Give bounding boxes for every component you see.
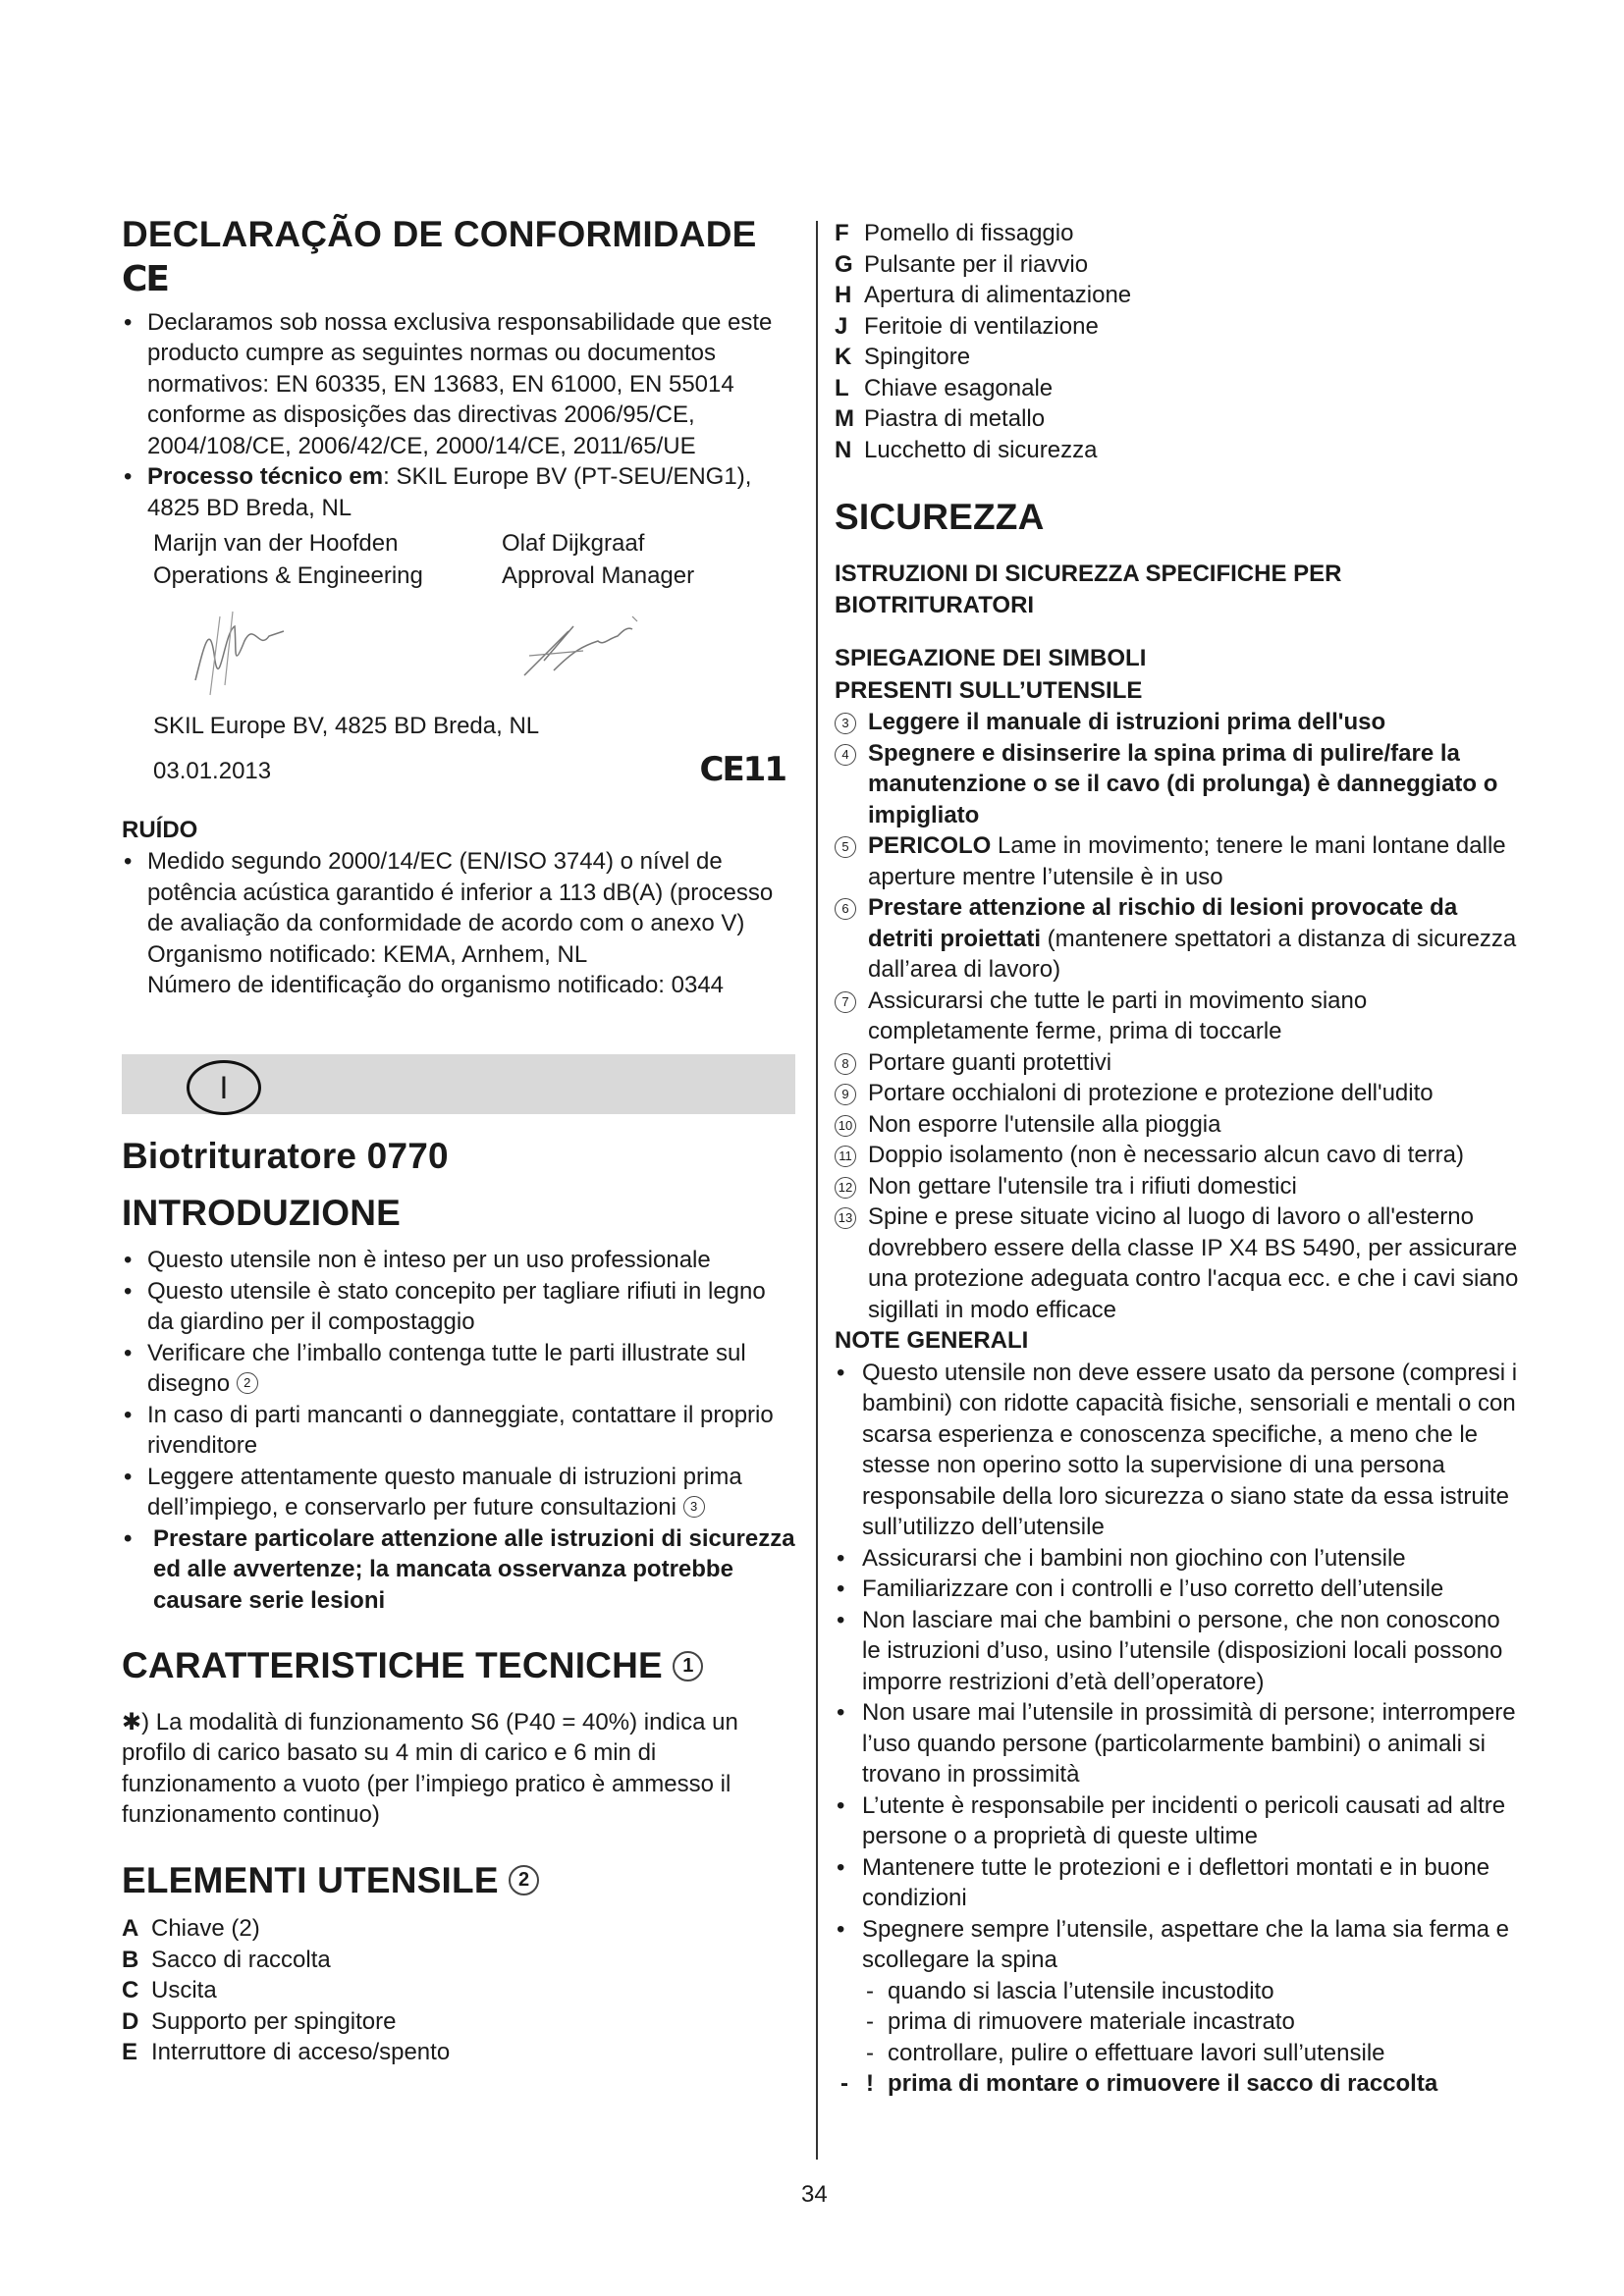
intro-title: INTRODUZIONE [122, 1193, 402, 1234]
part-item: M Piastra di metallo [835, 405, 1046, 432]
signature-2-image [514, 602, 652, 690]
symbols-title: SPIEGAZIONE DEI SIMBOLI PRESENTI SULL’UTENSILE [835, 645, 1147, 704]
general-note: • Mantenere tutte le protezioni e i deflettori montati e in buone condizioni [835, 1852, 1522, 1914]
ref-2-icon: 2 [509, 1865, 539, 1896]
tech-process-text: : SKIL Europe BV (PT-SEU/ENG1), 4825 BD Breda, NL [147, 463, 752, 521]
intro-item-warning: • Prestare particolare attenzione alle istruzioni di sicurezza ed alle avvertenze; la mancata osservanza potrebbe causare serie lesioni [122, 1523, 795, 1617]
general-sub-list [862, 1976, 1522, 2100]
date-row [122, 750, 795, 790]
asterisk-icon: ✱ [122, 1708, 142, 1735]
elements-title: ELEMENTI UTENSILE 2 [122, 1860, 795, 1902]
general-note: • Spegnere sempre l’utensile, aspettare che la lama sia ferma e scollegare la spina - quando si lascia l’utensile incustodito - prima di rimuovere materiale incastrato - controllare, pulire o effettuare lavori sull’utensile - ! prima di montare o rimuovere il sacco di raccolta [835, 1914, 1522, 2100]
intro-item: • In caso di parti mancanti o danneggiate, contattare il proprio rivenditore [122, 1400, 795, 1462]
ref-2-icon: 2 [237, 1372, 258, 1394]
tech-process-item [122, 461, 795, 523]
sub-item: - prima di rimuovere materiale incastrato [862, 2006, 1522, 2038]
ce11-mark: CE11 [699, 750, 785, 790]
general-note: • Assicurarsi che i bambini non giochino con l’utensile [835, 1543, 1522, 1575]
left-column [122, 214, 795, 2068]
language-bar [122, 1054, 795, 1114]
part-item: E Interruttore di acceso/spento [122, 2039, 451, 2066]
noise-title: RUÍDO [122, 817, 198, 844]
signatories [122, 527, 795, 592]
part-item: K Spingitore [835, 344, 971, 370]
tech-note: ✱) La modalità di funzionamento S6 (P40 = 40%) indica un profilo di carico basato su 4 min di carico e 6 min di funzionamento a vuoto (per l’impiego pratico è ammesso il funzionamento continuo) [122, 1708, 738, 1829]
general-note: • L’utente è responsabile per incidenti o pericoli causati ad altre persone o a proprietà di queste ultime [835, 1790, 1522, 1852]
symbol-item: 6 Prestare attenzione al rischio di lesioni provocate da detriti proiettati (mantenere spettatori a distanza di sicurezza dall’area di lavoro) [835, 892, 1522, 986]
symbol-item: 3 Leggere il manuale di istruzioni prima dell'uso [835, 707, 1522, 738]
intro-item: • Leggere attentamente questo manuale di istruzioni prima dell’impiego, e conservarlo per future consultazioni 3 [122, 1462, 795, 1523]
ce-mark: CE [122, 258, 169, 299]
warning-item: - ! prima di montare o rimuovere il sacco di raccolta [837, 2068, 1522, 2100]
general-notes-title: NOTE GENERALI [835, 1327, 1029, 1355]
symbol-item: 12 Non gettare l'utensile tra i rifiuti domestici [835, 1171, 1522, 1202]
part-item: D Supporto per spingitore [122, 2007, 397, 2035]
safety-title: SICUREZZA [835, 497, 1045, 537]
column-divider [816, 221, 818, 2160]
part-item: F Pomello di fissaggio [835, 220, 1074, 246]
declaration-item: • Declaramos sob nossa exclusiva responsabilidade que este producto cumpre as seguintes normas ou documentos normativos: EN 60335, EN 13683, EN 61000, EN 55014 conforme as disposições das directivas 2006/95/CE, 2004/108/CE, 2006/42/CE, 2000/14/CE, 2011/65/UE [122, 307, 795, 462]
noise-text: Medido segundo 2000/14/EC (EN/ISO 3744) o nível de potência acústica garantido é inferior a 113 dB(A) (processo de avaliação da conformidade de acordo com o anexo V) [147, 848, 774, 937]
general-note: • Non usare mai l’utensile in prossimità di persone; interrompere l’uso quando persone (particolarmente bambini) o animali si trovano in prossimità [835, 1697, 1522, 1790]
product-title: Biotrituratore 0770 [122, 1135, 449, 1176]
parts-list-right [835, 218, 1522, 465]
safety-subtitle: ISTRUZIONI DI SICUREZZA SPECIFICHE PER BIOTRITURATORI [835, 560, 1342, 618]
page-number: 34 [801, 2181, 828, 2208]
part-item: A Chiave (2) [122, 1915, 260, 1943]
symbol-item: 8 Portare guanti protettivi [835, 1047, 1522, 1079]
signer1-role: Operations & Engineering [153, 562, 423, 590]
general-note: • Non lasciare mai che bambini o persone, che non conoscono le istruzioni d’uso, usino l’utensile (disposizioni locali possono imporre restrizioni d’età dell’operatore) [835, 1605, 1522, 1698]
declaration-title: DECLARAÇÃO DE CONFORMIDADE [122, 214, 757, 254]
symbol-item: 9 Portare occhialoni di protezione e protezione dell'udito [835, 1078, 1522, 1109]
company-line: SKIL Europe BV, 4825 BD Breda, NL [153, 713, 540, 740]
declaration-date: 03.01.2013 [153, 758, 272, 785]
signer2-name: Olaf Dijkgraaf [502, 530, 645, 558]
noise-item [122, 846, 795, 1001]
tech-title: CARATTERISTICHE TECNICHE 1 [122, 1645, 795, 1687]
language-badge: I [187, 1060, 261, 1115]
sub-item: - controllare, pulire o effettuare lavori sull’utensile [862, 2038, 1522, 2069]
tech-process-label: Processo técnico em [147, 463, 384, 491]
general-notes-list [835, 1358, 1522, 2100]
signature-area [122, 592, 795, 710]
signer1-name: Marijn van der Hoofden [153, 530, 399, 558]
intro-item: • Questo utensile è stato concepito per tagliare rifiuti in legno da giardino per il compostaggio [122, 1276, 795, 1338]
symbol-item: 11 Doppio isolamento (non è necessario alcun cavo di terra) [835, 1140, 1522, 1171]
signature-1-image [176, 602, 303, 700]
part-item: N Lucchetto di sicurezza [835, 436, 1098, 463]
symbol-item: 13 Spine e prese situate vicino al luogo di lavoro o all'esterno dovrebbero essere della classe IP X4 BS 5490, per assicurare una protezione adeguata contro l'acqua ecc. e che i cavi siano sigillati in modo efficace [835, 1201, 1522, 1325]
declaration-list [122, 307, 795, 524]
intro-item: • Questo utensile non è inteso per un uso professionale [122, 1245, 795, 1276]
symbol-item: 5 PERICOLO Lame in movimento; tenere le mani lontane dalle aperture mentre l’utensile è in uso [835, 830, 1522, 892]
symbols-list [835, 707, 1522, 1325]
signer2-role: Approval Manager [502, 562, 695, 590]
part-item: G Pulsante per il riavvio [835, 250, 1089, 278]
part-item: L Chiave esagonale [835, 374, 1054, 401]
noise-body: Organismo notificado: KEMA, Arnhem, NL [147, 940, 588, 968]
right-column [835, 218, 1522, 2100]
symbol-item: 7 Assicurarsi che tutte le parti in movimento siano completamente ferme, prima di toccarle [835, 986, 1522, 1047]
symbol-item: 4 Spegnere e disinserire la spina prima di pulire/fare la manutenzione o se il cavo (di prolunga) è danneggiato o impigliato [835, 738, 1522, 831]
general-note: • Familiarizzare con i controlli e l’uso corretto dell’utensile [835, 1574, 1522, 1605]
part-item: C Uscita [122, 1977, 217, 2004]
noise-list [122, 846, 795, 1001]
exclamation-icon: - ! [866, 2070, 874, 2097]
ref-3-icon: 3 [683, 1496, 705, 1518]
general-note: • Questo utensile non deve essere usato da persone (compresi i bambini) con ridotte capacità fisiche, sensoriali e mentali o con scarsa esperienza e conoscenza specifiche, a meno che le stesse non operino sotto la supervisione di una persona responsabile della loro sicurezza o siano state da essa istruite sull’utilizzo dell’utensile [835, 1358, 1522, 1543]
intro-list [122, 1245, 795, 1616]
part-item: J Feritoie di ventilazione [835, 312, 1099, 340]
sub-item: - quando si lascia l’utensile incustodito [862, 1976, 1522, 2007]
parts-list-left [122, 1913, 795, 2068]
part-item: B Sacco di raccolta [122, 1946, 331, 1973]
part-item: H Apertura di alimentazione [835, 282, 1132, 308]
symbol-item: 10 Non esporre l'utensile alla pioggia [835, 1109, 1522, 1141]
intro-item: • Verificare che l’imballo contenga tutte le parti illustrate sul disegno 2 [122, 1338, 795, 1400]
noise-id: Número de identificação do organismo notificado: 0344 [147, 972, 725, 999]
ref-1-icon: 1 [673, 1651, 703, 1682]
